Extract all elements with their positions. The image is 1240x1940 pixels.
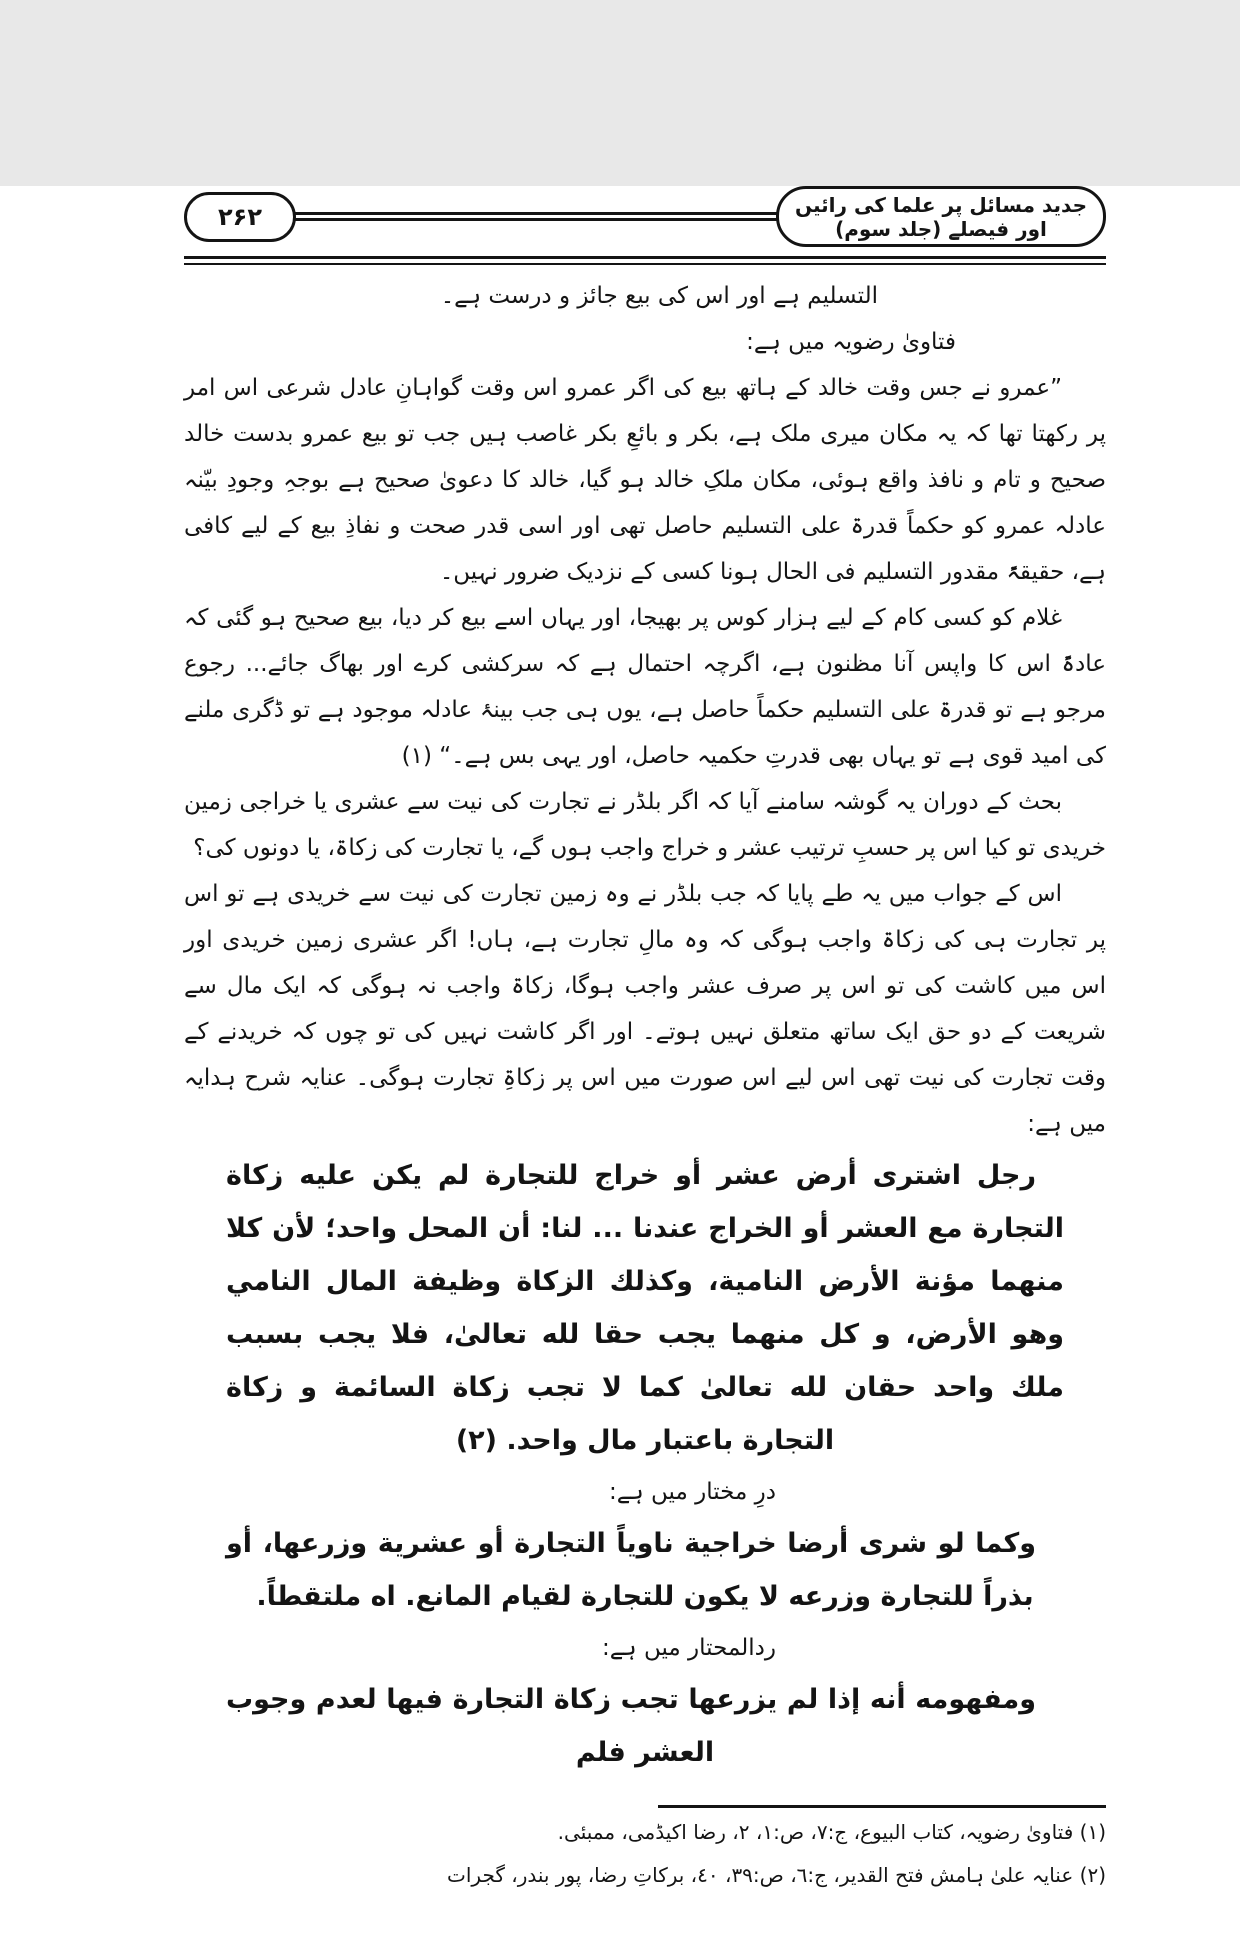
arabic-quote-inaya: رجل اشترى أرض عشر أو خراج للتجارة لم يكن عليه زكاة التجارة مع العشر أو الخراج عندنا ... لنا: أن المحل واحد؛ لأن كلا منهما مؤنة الأرض النامية، وكذلك الزكاة وظيفة المال النامي وهو الأرض، و كل منهما يجب حقا لله تعالىٰ، فلا يجب بسبب ملك واحد حقان لله تعالىٰ كما لا تجب زكاة السائمة و زكاة التجارة باعتبار مال واحد. (۲) [226,1160,1064,1456]
discussion-question: بحث کے دوران یہ گوشہ سامنے آیا کہ اگر بلڈر نے تجارت کی نیت سے عشری یا خراجی زمین خریدی تو کیا اس پر حسبِ ترتیب عشر و خراج واجب ہوں گے، یا تجارت کی زکاۃ، یا دونوں کی؟ [184,789,1106,861]
intro-fatawa-razawiyya: فتاویٰ رضویہ میں ہے: [746,329,956,355]
intro-durr-mukhtar: درِ مختار میں ہے: [609,1479,776,1505]
footnotes-section [184,1805,1106,1894]
quote-fatawa-razawiyya-part2: غلام کو کسی کام کے لیے ہزار کوس پر بھیجا، اور یہاں اسے بیع کر دیا، بیع صحیح ہو گئی کہ عادۃً اس کا واپس آنا مظنون ہے، اگرچہ احتمال ہے کہ سرکشی کرے اور بھاگ جائے... رجوع مرجو ہے تو قدرۃ علی التسلیم حکماً حاصل ہے، یوں ہی جب بینۂ عادلہ موجود ہے تو ڈگری ملنے کی امید قوی ہے تو یہاں بھی قدرتِ حکمیہ حاصل، اور یہی بس ہے۔“ (۱) [184,605,1106,769]
page-number-capsule [184,192,296,242]
body-text-column [184,273,1106,1894]
discussion-answer: اس کے جواب میں یہ طے پایا کہ جب بلڈر نے وہ زمین تجارت کی نیت سے خریدی ہے تو اس پر تجارت ہی کی زکاۃ واجب ہوگی کہ وہ مالِ تجارت ہے، ہاں! اگر عشری زمین خریدی اور اس میں کاشت کی تو اس پر صرف عشر واجب ہوگا، زکاۃ واجب نہ ہوگی کہ ایک مال سے شریعت کے دو حق ایک ساتھ متعلق نہیں ہوتے۔ اور اگر کاشت نہیں کی تو چوں کہ خریدنے کے وقت تجارت کی نیت تھی اس لیے اس صورت میں اس پر زکاۃِ تجارت ہوگی۔ عنایہ شرح ہدایہ میں ہے: [184,881,1106,1137]
footnote-2: (۲) عنایہ علیٰ ہامش فتح القدیر، ج:٦، ص:٣٩، ٤٠، برکاتِ رضا، پور بندر، گجرات [447,1863,1106,1887]
book-title-capsule [776,186,1106,247]
footnote-1: (۱) فتاویٰ رضویہ، کتاب البیوع، ج:۷، ص:۱، ۲، رضا اکیڈمی، ممبئی. [557,1820,1106,1844]
arabic-quote-durr-mukhtar: وكما لو شرى أرضا خراجية ناوياً التجارة أو عشرية وزرعها، أو بذراً للتجارة وزرعه لا يكون للتجارة لقيام المانع. اه ملتقطاً. [226,1528,1036,1612]
book-title: جدید مسائل پر علما کی رائیں اور فیصلے (جلد سوم) [794,192,1088,241]
intro-radd-al-muhtar: ردالمحتار میں ہے: [601,1635,776,1661]
continuation-line: التسلیم ہے اور اس کی بیع جائز و درست ہے۔ [440,283,878,309]
scanned-book-page [0,186,1240,1940]
arabic-quote-radd-al-muhtar: ومفهومه أنه إذا لم يزرعها تجب زكاة التجارة فيها لعدم وجوب العشر فلم [226,1684,1036,1768]
quote-fatawa-razawiyya-part1: ”عمرو نے جس وقت خالد کے ہاتھ بیع کی اگر عمرو اس وقت گواہانِ عادل شرعی اس امر پر رکھتا تھا کہ یہ مکان میری ملک ہے، بکر و بائعِ بکر غاصب ہیں جب تو بیع عمرو بدست خالد صحیح و تام و نافذ واقع ہوئی، مکان ملکِ خالد ہو گیا، خالد کا دعویٰ صحیح ہے بوجہِ وجودِ بیّنہ عادلہ عمرو کو حکماً قدرۃ علی التسلیم حاصل تھی اور اسی قدر صحت و نفاذِ بیع کے لیے کافی ہے، حقیقۃً مقدور التسلیم فی الحال ہونا کسی کے نزدیک ضرور نہیں۔ [184,375,1106,585]
page-header [184,186,1106,247]
page-number: ۲۶۲ [218,202,262,231]
footnote-separator-rule [658,1805,1106,1808]
header-double-rule [184,256,1106,265]
header-rule-connector [292,212,780,221]
